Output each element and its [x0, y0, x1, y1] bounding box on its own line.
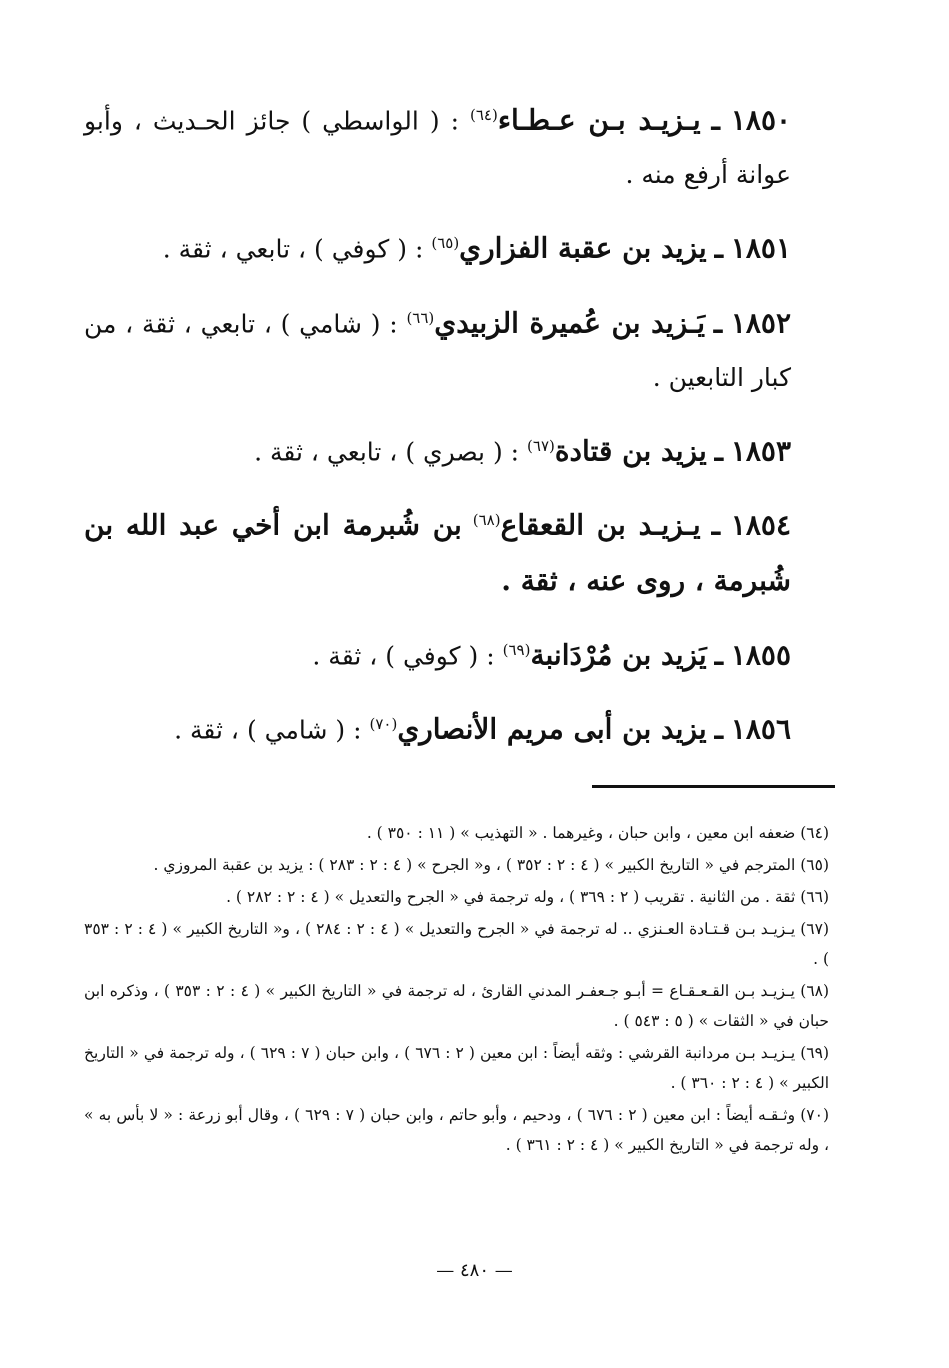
- footnote-66: (٦٦) ثقة . من الثانية . تقريب ( ٢ : ٣٦٩ ) ، وله ترجمة في « الجرح والتعديل » ( ٤ : ٢ : ٢٨٢ ) .: [226, 888, 829, 907]
- entry-number: ١٨٥٠: [730, 103, 792, 137]
- entry-dash: ـ: [714, 231, 723, 265]
- footnote-ref: ٦٩: [508, 640, 525, 659]
- footnote-ref: ٦٦: [412, 308, 429, 327]
- entry-number: ١٨٥٤: [730, 508, 791, 542]
- footnote-69: (٦٩) يـزيـد بـن مردانبة القرشي : وثقه أيضاً : ابن معين ( ٢ : ٦٧٦ ) ، وابن حبان ( ٧ : ٦٢٩ ) ، وله ترجمة في « التاريخ الكبير » ( ٤ : ٢ : ٣٦٠ ) .: [84, 1044, 830, 1093]
- footnote-divider: [592, 785, 835, 788]
- entry-name: يـزيـد بـن عـطـاء: [497, 103, 701, 137]
- entry-1854: ١٨٥٤ ـ يـزيـد بن القعقاع$^{(٦٨)}$ بن شُبرمة ابن أخي عبد الله بن شُبرمة ، روى عنه ، ثقة .: [84, 508, 791, 597]
- page-number: — ٤٨٠ —: [436, 1260, 513, 1281]
- footnote-ref: ٦٥: [437, 234, 454, 253]
- footnote-70: (٧٠) وثـقـه أيضاً : ابن معين ( ٢ : ٦٧٦ ) ، ودحيم ، وأبو حاتم ، وابن حبان ( ٧ : ٦٢٩ ) ، وقال أبو زرعة : « لا بأس به » ، وله ترجمة في « التاريخ الكبير » ( ٤ : ٢ : ٣٦١ ) .: [84, 1106, 829, 1155]
- entry-dash: ـ: [711, 508, 720, 542]
- entry-name: يزيد بن عقبة الفزاري: [459, 231, 707, 265]
- entry-1856: ١٨٥٦ ـ يزيد بن أبى مريم الأنصاري$^{(٧٠)}$ : ( شامي ) ، ثقة .: [174, 712, 791, 746]
- entry-dash: ـ: [714, 434, 723, 468]
- entry-dash: ـ: [711, 103, 720, 137]
- entry-number: ١٨٥٥: [730, 637, 791, 671]
- footnote-ref: ٧٠: [375, 714, 392, 733]
- footnotes-list: [84, 818, 829, 1160]
- footnote-ref: ٦٨: [478, 511, 495, 530]
- entry-1850: ١٨٥٠ ـ يـزيـد بـن عـطـاء$^{(٦٤)}$ : ( الواسطي ) جائز الحـديث ، وأبو عوانة أرفع منه .: [84, 103, 792, 190]
- entry-text: : ( شامي ) ، تابعي ، ثقة ، من كبار التابعين .: [84, 308, 791, 392]
- footnote-68: (٦٨) يـزيـد بـن القـعـقـاع = أبـو جـعفـر المدني القارئ ، له ترجمة في « التاريخ الكبير » ( ٤ : ٢ : ٣٥٣ ) ، وذكره ابن حبان في « الثقات » ( ٥ : ٥٤٣ ) .: [84, 982, 830, 1031]
- entry-number: ١٨٥١: [730, 231, 791, 265]
- entry-text: بن شُبرمة ابن أخي عبد الله بن شُبرمة ، روى عنه ، ثقة .: [84, 508, 791, 597]
- entry-name: يزيد بن قتادة: [554, 434, 707, 468]
- entry-1852: ١٨٥٢ ـ يَـزيد بن عُميرة الزبيدي$^{(٦٦)}$ : ( شامي ) ، تابعي ، ثقة ، من كبار التابعين .: [84, 305, 791, 392]
- footnote-67: (٦٧) يـزيـد بـن قـتـادة العـنزي .. له ترجمة في « الجرح والتعديل » ( ٤ : ٢ : ٢٨٤ ) ، و« التاريخ الكبير » ( ٤ : ٢ : ٣٥٣ ) .: [84, 920, 829, 969]
- entry-text: : ( كوفي ) ، ثقة .: [312, 640, 495, 670]
- entry-dash: ـ: [713, 305, 723, 339]
- entry-text: : ( كوفي ) ، تابعي ، ثقة .: [162, 234, 424, 264]
- entry-name: يَزيد بن مُرْدَانبة: [530, 637, 707, 671]
- entry-text: : ( شامي ) ، ثقة .: [174, 715, 362, 745]
- footnote-64: (٦٤) ضعفه ابن معين ، وابن حبان ، وغيرهما . « التهذيب » ( ١١ : ٣٥٠ ) .: [366, 824, 829, 843]
- entry-number: ١٨٥٢: [730, 305, 791, 339]
- entry-name: يَـزيد بن عُميرة الزبيدي: [434, 305, 706, 339]
- entry-dash: ـ: [714, 637, 723, 671]
- entry-text: : ( بصري ) ، تابعي ، ثقة .: [254, 437, 520, 467]
- entry-number: ١٨٥٦: [730, 712, 791, 746]
- entry-1851: ١٨٥١ ـ يزيد بن عقبة الفزاري$^{(٦٥)}$ : ( كوفي ) ، تابعي ، ثقة .: [162, 231, 791, 265]
- entry-name: يـزيـد بن القعقاع: [500, 508, 701, 542]
- footnote-ref: ٦٧: [532, 436, 550, 455]
- entry-name: يزيد بن أبى مريم الأنصاري: [397, 712, 707, 746]
- entry-text: : ( الواسطي ) جائز الحـديث ، وأبو عوانة أرفع منه .: [84, 106, 791, 190]
- entry-number: ١٨٥٣: [730, 434, 791, 468]
- entry-1853: ١٨٥٣ ـ يزيد بن قتادة$^{(٦٧)}$ : ( بصري ) ، تابعي ، ثقة .: [254, 434, 791, 468]
- footnote-ref: ٦٤: [475, 106, 492, 124]
- entries-list: [84, 88, 829, 757]
- footnote-65: (٦٥) المترجم في « التاريخ الكبير » ( ٤ : ٢ : ٣٥٢ ) ، و« الجرح » ( ٤ : ٢ : ٢٨٣ ) : يزيد بن عقبة المروزي .: [153, 856, 829, 875]
- entry-dash: ـ: [714, 712, 723, 746]
- entry-1855: ١٨٥٥ ـ يَزيد بن مُرْدَانبة$^{(٦٩)}$ : ( كوفي ) ، ثقة .: [312, 637, 791, 671]
